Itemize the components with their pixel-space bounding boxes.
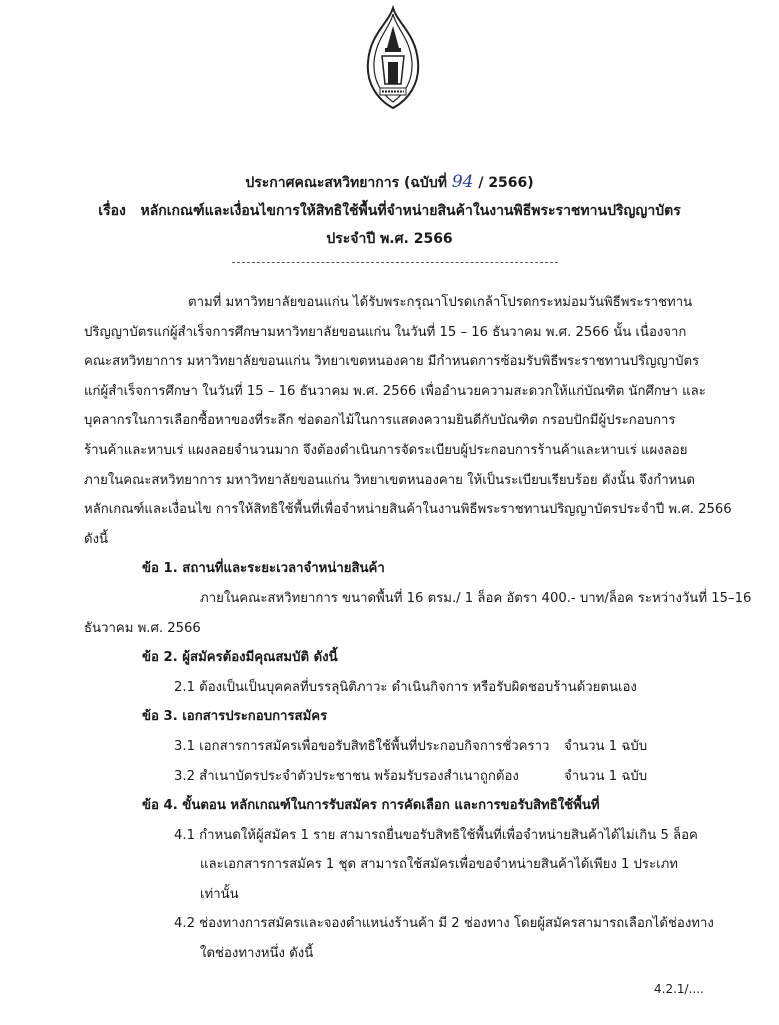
subject-line [0, 197, 779, 225]
document-item-text: 3.2 สำเนาบัตรประจำตัวประชาชน พร้อมรับรองสำเนาถูกต้อง [174, 768, 519, 784]
university-logo [358, 4, 428, 112]
subject-label: เรื่อง [98, 203, 126, 219]
section-4-item-line: เท่านั้น [200, 886, 239, 902]
document-item-text: 3.1 เอกสารการสมัครเพื่อขอรับสิทธิใช้พื้นที่ประกอบกิจการชั่วคราว [174, 738, 550, 754]
section-4-item-line: 4.1 กำหนดให้ผู้สมัคร 1 ราย สามารถยื่นขอรับสิทธิใช้พื้นที่เพื่อจำหน่ายสินค้าได้ไม่เกิน 5 ล็อค [174, 827, 698, 843]
intro-line: ตามที่ มหาวิทยาลัยขอนแก่น ได้รับพระกรุณาโปรดเกล้าโปรดกระหม่อมวันพิธีพระราชทาน [188, 295, 693, 310]
intro-line: ภายในคณะสหวิทยาการ มหาวิทยาลัยขอนแก่น วิทยาเขตหนองคาย ให้เป็นระเบียบเรียบร้อย ดังนั้น จึงกำหนด [84, 472, 695, 488]
announcement-body [84, 288, 752, 969]
intro-line: บุคลากรในการเลือกซื้อหาของที่ระลึก ช่อดอกไม้ในการแสดงความยินดีกับบัณฑิต กรอบปักมีผู้ประกอบการ [84, 413, 676, 429]
section-3-title: ข้อ 3. เอกสารประกอบการสมัคร [142, 709, 328, 725]
document-item-qty: จำนวน 1 ฉบับ [564, 738, 648, 754]
announcement-prefix: ประกาศคณะสหวิทยาการ (ฉบับที่ [245, 175, 452, 191]
section-1-line: ภายในคณะสหวิทยาการ ขนาดพื้นที่ 16 ตรม./ 1 ล็อค อัตรา 400.- บาท/ล็อค ระหว่างวันที่ 15–16 [200, 590, 752, 606]
page-continuation-ref: 4.2.1/.... [654, 982, 704, 996]
section-4-item-line: ใดช่องทางหนึ่ง ดังนี้ [200, 946, 314, 962]
section-1-line: ธันวาคม พ.ศ. 2566 [84, 620, 201, 636]
handwritten-number: 94 [451, 172, 474, 192]
intro-line: คณะสหวิทยาการ มหาวิทยาลัยขอนแก่น วิทยาเขตหนองคาย มีกำหนดการซ้อมรับพิธีพระราชทานปริญญาบัตร [84, 354, 700, 370]
document-item [84, 732, 712, 762]
intro-line: ดังนี้ [84, 531, 109, 547]
announcement-suffix: / 2566) [473, 175, 534, 191]
announcement-number-line [0, 168, 779, 197]
section-1-title: ข้อ 1. สถานที่และระยะเวลาจำหน่ายสินค้า [142, 561, 385, 577]
section-4-title: ข้อ 4. ขั้นตอน หลักเกณฑ์ในการรับสมัคร การคัดเลือก และการขอรับสิทธิใช้พื้นที่ [142, 798, 600, 814]
year-line: ประจำปี พ.ศ. 2566 [326, 231, 453, 247]
intro-line: ร้านค้าและหาบเร่ แผงลอยจำนวนมาก จึงต้องดำเนินการจัดระเบียบผู้ประกอบการร้านค้าและหาบเร่ แผงลอย [84, 442, 688, 458]
intro-paragraph [84, 288, 732, 554]
announcement-header [0, 168, 779, 253]
section-2-title: ข้อ 2. ผู้สมัครต้องมีคุณสมบัติ ดังนี้ [142, 650, 338, 666]
intro-line: หลักเกณฑ์และเงื่อนไข การให้สิทธิใช้พื้นที่เพื่อจำหน่ายสินค้าในงานพิธีพระราชทานปริญญาบัตรประจำปี พ.ศ. 2566 [84, 502, 732, 518]
intro-line: ปริญญาบัตรแก่ผู้สำเร็จการศึกษามหาวิทยาลัยขอนแก่น ในวันที่ 15 – 16 ธันวาคม พ.ศ. 2566 นั้น เนื่องจาก [84, 324, 687, 340]
section-4-item-line: และเอกสารการสมัคร 1 ชุด สามารถใช้สมัครเพื่อขอจำหน่ายสินค้าได้เพียง 1 ประเภท [200, 857, 678, 873]
section-4-item-line: 4.2 ช่องทางการสมัครและจองตำแหน่งร้านค้า มี 2 ช่องทาง โดยผู้สมัครสามารถเลือกได้ช่องทาง [174, 916, 714, 932]
document-item [84, 762, 712, 792]
header-divider [232, 262, 558, 263]
section-2-item: 2.1 ต้องเป็นเป็นบุคคลที่บรรลุนิติภาวะ ดำเนินกิจการ หรือรับผิดชอบร้านด้วยตนเอง [174, 679, 637, 695]
intro-line: แก่ผู้สำเร็จการศึกษา ในวันที่ 15 – 16 ธันวาคม พ.ศ. 2566 เพื่ออำนวยความสะดวกให้แก่บัณฑิต นักศึกษา และ [84, 383, 706, 399]
document-item-qty: จำนวน 1 ฉบับ [564, 768, 648, 784]
subject-text: หลักเกณฑ์และเงื่อนไขการให้สิทธิใช้พื้นที่จำหน่ายสินค้าในงานพิธีพระราชทานปริญญาบัตร [140, 203, 681, 219]
